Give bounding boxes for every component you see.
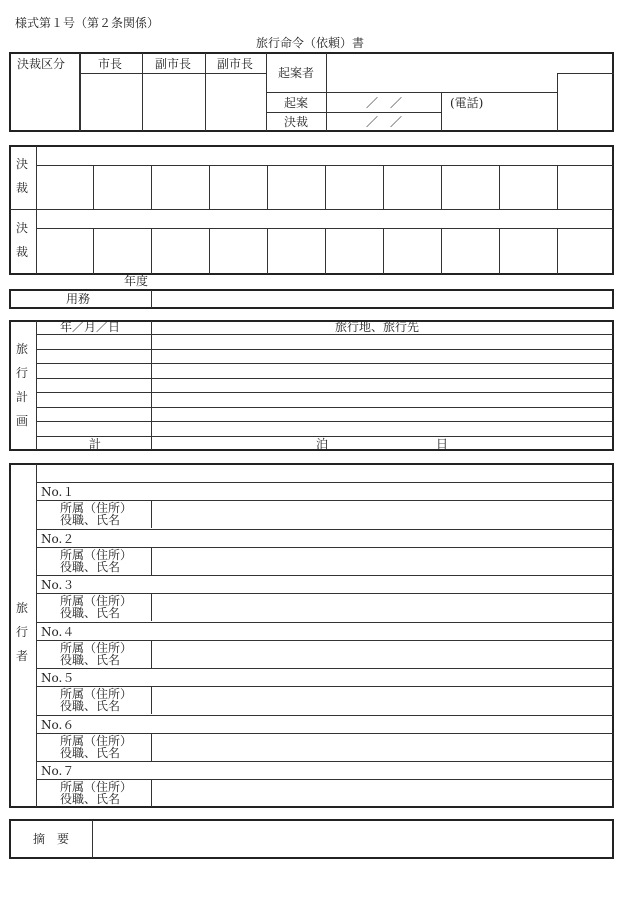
traveler-position-label: 役職、氏名 xyxy=(60,792,121,806)
approval-category-label: 決裁区分 xyxy=(17,57,66,71)
form-title: 旅行命令（依頼）書 xyxy=(256,36,365,50)
traveler-details-field[interactable] xyxy=(153,687,612,713)
traveler-number: No.６ xyxy=(41,717,75,732)
traveler-details-field[interactable] xyxy=(153,641,612,667)
traveler-affiliation-label: 所属（住所） xyxy=(60,733,133,748)
traveler-position-label: 役職、氏名 xyxy=(60,745,121,760)
traveler-affiliation-label: 所属（住所） xyxy=(60,594,133,608)
draft-date-field[interactable]: ／ ／ xyxy=(366,96,403,110)
plan-nights-label: 泊 xyxy=(316,437,329,451)
traveler-number: No.１ xyxy=(41,485,75,499)
drafter-label: 起案者 xyxy=(278,66,315,80)
draft-label: 起案 xyxy=(284,96,309,110)
decision-row2-label: 決 裁 xyxy=(15,221,28,259)
summary-label: 摘 要 xyxy=(33,832,70,846)
traveler-details-field[interactable] xyxy=(153,780,612,806)
traveler-position-label: 役職、氏名 xyxy=(60,652,121,667)
decision-date-field[interactable]: ／ ／ xyxy=(366,115,403,129)
phone-label: (電話) xyxy=(450,96,484,110)
traveler-number: No.３ xyxy=(41,578,75,592)
plan-total-label: 計 xyxy=(89,437,102,451)
traveler-position-label: 役職、氏名 xyxy=(60,699,121,713)
traveler-details-field[interactable] xyxy=(153,548,612,574)
mayor-label: 市長 xyxy=(98,57,123,71)
plan-destination-header: 旅行地、旅行先 xyxy=(335,320,420,334)
traveler-position-label: 役職、氏名 xyxy=(60,513,121,527)
traveler-affiliation-label: 所属（住所） xyxy=(60,547,133,562)
business-field[interactable] xyxy=(153,291,612,307)
traveler-position-label: 役職、氏名 xyxy=(60,559,121,574)
traveler-number: No.５ xyxy=(41,671,75,685)
plan-days-label: 日 xyxy=(436,437,449,451)
vice-mayor-label-1: 副市長 xyxy=(155,57,192,71)
traveler-details-field[interactable] xyxy=(153,734,612,760)
travel-plan-box xyxy=(9,320,614,451)
traveler-affiliation-label: 所属（住所） xyxy=(60,501,133,515)
traveler-affiliation-label: 所属（住所） xyxy=(60,640,133,655)
traveler-position-label: 役職、氏名 xyxy=(60,606,121,620)
form-code: 様式第１号（第２条関係） xyxy=(15,16,160,30)
vice-mayor-label-2: 副市長 xyxy=(217,57,254,71)
business-label: 用務 xyxy=(66,292,91,306)
travelers-side-label: 旅 行 者 xyxy=(15,601,28,663)
traveler-number: No.７ xyxy=(41,764,75,778)
summary-field[interactable] xyxy=(94,821,612,857)
plan-date-header: 年／月／日 xyxy=(60,320,121,334)
decision-row1-label: 決 裁 xyxy=(15,157,28,195)
traveler-affiliation-label: 所属（住所） xyxy=(60,780,133,794)
fiscal-year-label: 年度 xyxy=(124,274,149,288)
traveler-number: No.４ xyxy=(41,624,75,639)
plan-side-label: 旅 行 計 画 xyxy=(15,342,28,428)
decision-label: 決裁 xyxy=(284,115,309,129)
traveler-details-field[interactable] xyxy=(153,594,612,620)
traveler-number: No.２ xyxy=(41,531,75,546)
traveler-affiliation-label: 所属（住所） xyxy=(60,687,133,701)
traveler-details-field[interactable] xyxy=(153,501,612,527)
